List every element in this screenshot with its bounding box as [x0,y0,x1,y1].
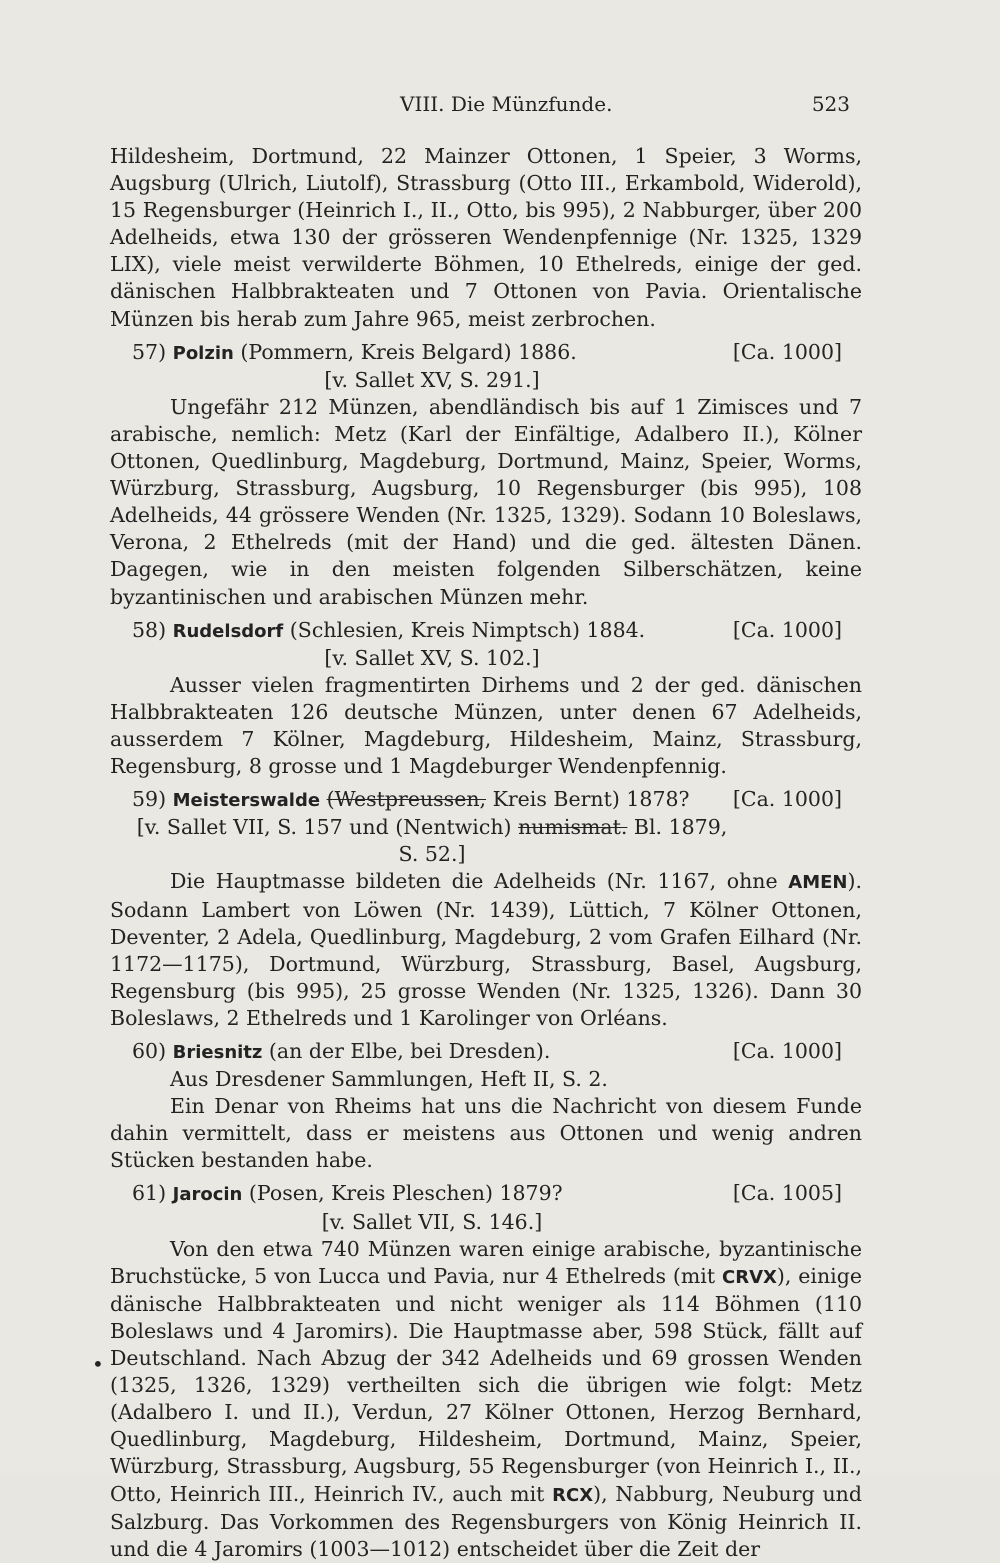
entry-61-text-a: Von den etwa 740 Münzen waren einige arabische, byzantinische Bruchstücke, 5 von Lucca und Pavia, nur 4 Ethelreds (mit [110,1236,862,1288]
entry-59-name: Meisterswalde [172,790,321,812]
margin-dot-mark: • [92,1352,104,1376]
entry-57-date: [Ca. 1000] [732,339,842,364]
entry-60-name: Briesnitz [172,1042,263,1063]
page-header [110,92,850,122]
entry-61-reference: [v. Sallet VII, S. 146.] [321,1209,543,1234]
running-head: VIII. Die Münzfunde. [400,92,613,116]
entry-59-reference [132,814,732,868]
entry-57-name: Polzin [172,342,234,364]
entry-57-location: (Pommern, Kreis Belgard) 1886. [240,339,577,364]
body-text [110,143,862,1563]
entry-57-reference: [v. Sallet XV, S. 291.] [324,367,540,392]
entry-57-heading [110,339,862,394]
entry-61-heading [110,1180,862,1235]
entry-58-date: [Ca. 1000] [732,617,842,642]
entry-59-ref-part-a: [v. Sallet VII, S. 157 und (Nentwich) [136,815,519,840]
entry-58-reference: [v. Sallet XV, S. 102.] [324,645,540,670]
entry-59-date: [Ca. 1000] [732,787,842,812]
entry-57-text: Ungefähr 212 Münzen, abendländisch bis auf 1 Zimisces und 7 arabische, nemlich: Metz (Karl der Einfältige, Adalbero II.), Kölner Ottonen, Quedlinburg, Magdeburg, Dortmund, Mainz, Speier, Worms, Würzburg, Strassburg, Augsburg, 10 Regensburger (bis 995), 108 Adelheids, 44 grössere Wenden (Nr. 1325, 1329). Sodann 10 Boleslaws, Verona, 2 Ethelreds (mit der Hand) und die ged. ältesten Dänen. Dagegen, wie in den meisten folgenden Silberschätzen, keine byzantinischen und arabischen Münzen mehr. [110,394,862,609]
entry-61-legend-mark-2: RCX [552,1484,594,1506]
entry-59-ref-struck: numismat. [518,815,628,840]
entry-61-text-b: ), einige dänische Halbbrakteaten und nicht weniger als 114 Böhmen (110 Boleslaws und 4 Jaromirs). Die Hauptmasse aber, 598 Stück, fällt auf Deutschland. Nach Abzug der 342 Adelheids und 69 grossen Wenden (1325, 1326, 1329) vertheilten sich die übrigen wie folgt: Metz (Adalbero I. und II.), Verdun, 27 Kölner Ottonen, Herzog Bernhard, Quedlinburg, Magdeburg, Hildesheim, Dortmund, Mainz, Speier, Würzburg, Strassburg, Augsburg, 55 Regensburger (von Heinrich I., II., Otto, Heinrich III., Heinrich IV., auch mit [110,1263,862,1506]
entry-60-heading [110,1038,862,1066]
entry-59-location: Kreis Bernt) 1878? [486,787,690,812]
entry-60-reference: Aus Dresdener Sammlungen, Heft II, S. 2. [170,1067,608,1092]
entry-60-number: 60) [132,1039,167,1063]
entry-59-text [110,868,862,1032]
entry-58-text: Ausser vielen fragmentirten Dirhems und 2 der ged. dänischen Halbbrakteaten 126 deutsche Münzen, unter denen 67 Adelheids, ausserdem 7 Kölner, Magdeburg, Hildesheim, Mainz, Strassburg, Regensburg, 8 grosse und 1 Magdeburger Wendenpfennig. [110,672,862,779]
entry-58-heading [110,617,862,672]
entry-59-text-a: Die Hauptmasse bildeten die Adelheids (Nr. 1167, ohne [170,869,789,894]
entry-60-date: [Ca. 1000] [732,1039,842,1063]
entry-61-text [110,1236,862,1563]
entry-61-location: (Posen, Kreis Pleschen) 1879? [248,1181,563,1206]
entry-58-location: (Schlesien, Kreis Nimptsch) 1884. [289,617,646,642]
entry-59-legend-mark: AMEN [788,872,848,894]
entry-59-location-struck: (Westpreussen, [326,787,487,812]
entry-57-number: 57) [132,339,167,364]
entry-60-text: Ein Denar von Rheims hat uns die Nachricht von diesem Funde dahin vermittelt, dass er meistens aus Ottonen und wenig andren Stücken bestanden habe. [110,1094,862,1173]
entry-60-location: (an der Elbe, bei Dresden). [268,1039,551,1063]
entry-61-name: Jarocin [172,1184,243,1206]
entry-61-text-c: ), Nabburg, Neuburg und Salzburg. Das Vorkommen des Regensburgers von König Heinrich II. und die 4 Jaromirs (1003—1012) entscheidet über die Zeit der [110,1481,862,1561]
entry-59-ref-part-b: Bl. 1879, S. 52.] [398,815,728,867]
entry-58-number: 58) [132,617,167,642]
page-number: 523 [811,92,850,116]
entry-61-legend-mark-1: CRVX [722,1266,777,1288]
entry-61-number: 61) [132,1181,167,1206]
entry-61-date: [Ca. 1005] [732,1181,842,1206]
entry-59-heading [110,786,862,868]
entry-58-name: Rudelsdorf [172,620,284,642]
intro-paragraph: Hildesheim, Dortmund, 22 Mainzer Ottonen, 1 Speier, 3 Worms, Augsburg (Ulrich, Liutolf), Strassburg (Otto III., Erkambold, Widerold), 15 Regensburger (Heinrich I., II., Otto, bis 995), 2 Nabburger, über 200 Adelheids, etwa 130 der grösseren Wendenpfennige (Nr. 1325, 1329 LIX), viele meist verwilderte Böhmen, 10 Ethelreds, einige der ged. dänischen Halbbrakteaten und 7 Ottonen von Pavia. Orientalische Münzen bis herab zum Jahre 965, meist zerbrochen. [110,144,862,331]
entry-59-number: 59) [132,787,167,812]
entry-59-text-b: ). Sodann Lambert von Löwen (Nr. 1439), Lüttich, 7 Kölner Ottonen, Deventer, 2 Adela, Quedlinburg, Magdeburg, 2 vom Grafen Eilhard (Nr. 1172—1175), Dortmund, Würzburg, Strassburg, Basel, Augsburg, Regensburg (bis 995), 25 grosse Wenden (Nr. 1325, 1326). Dann 30 Boleslaws, 2 Ethelreds und 1 Karolinger von Orléans. [110,869,862,1030]
